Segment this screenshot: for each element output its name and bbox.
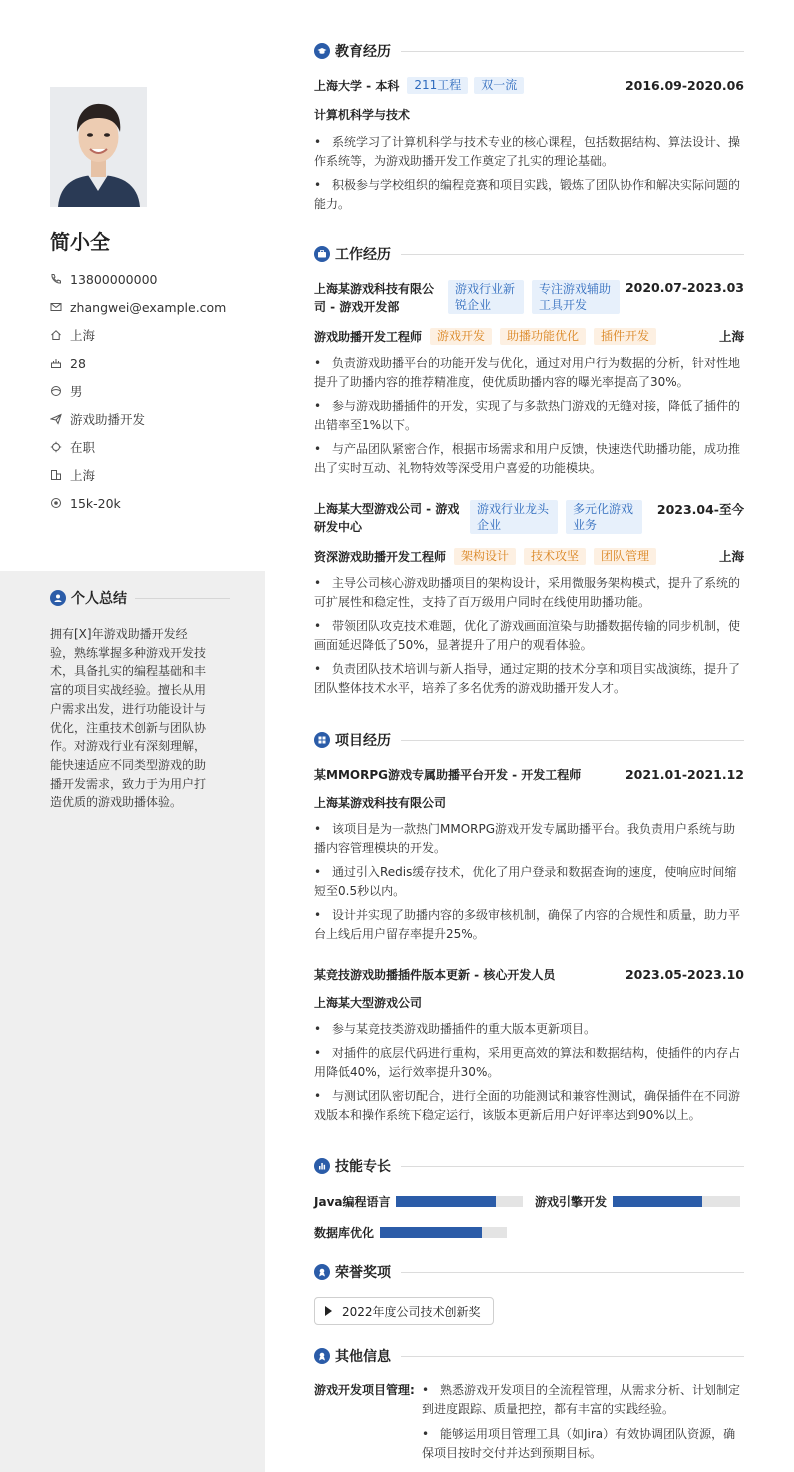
role-tag: 插件开发 <box>594 328 656 345</box>
role-tag: 架构设计 <box>454 548 516 565</box>
list-item: • 参与游戏助播插件的开发，实现了与多款热门游戏的无缝对接，降低了插件的出错率至1%以下。 <box>314 397 744 435</box>
education-tag: 双一流 <box>474 77 524 94</box>
skill-item <box>314 1224 507 1241</box>
work-heading <box>314 244 744 264</box>
job-tag: 游戏行业新锐企业 <box>448 280 524 314</box>
education-title: 教育经历 <box>335 44 391 60</box>
other-label: 游戏开发项目管理: <box>314 1383 415 1397</box>
user-icon <box>50 590 66 606</box>
contact-info-list <box>50 265 226 517</box>
mail-icon <box>50 301 62 313</box>
play-icon <box>325 1306 332 1316</box>
job-role-row <box>314 547 744 565</box>
role-tag: 游戏开发 <box>430 328 492 345</box>
education-tag: 211工程 <box>407 77 468 94</box>
summary-heading <box>50 588 230 608</box>
list-item: • 与产品团队紧密合作，根据市场需求和用户反馈，快速迭代助播功能，成功推出了实时互动、礼物特效等深受用户喜爱的功能模块。 <box>314 440 744 478</box>
home-icon <box>50 329 62 341</box>
graduation-cap-icon <box>314 43 330 59</box>
info-location <box>50 321 226 349</box>
skills-divider <box>401 1166 744 1167</box>
summary-title: 个人总结 <box>71 591 127 607</box>
skill-bar-fill <box>396 1196 495 1207</box>
info-salary <box>50 489 226 517</box>
project-row <box>314 766 744 783</box>
project-org: 上海某大型游戏公司 <box>314 996 423 1010</box>
info-location-text: 上海 <box>70 328 96 343</box>
info-status <box>50 433 226 461</box>
list-item: • 积极参与学校组织的编程竞赛和项目实践，锻炼了团队协作和解决实际问题的能力。 <box>314 176 744 214</box>
skill-item <box>535 1193 740 1210</box>
skill-name: 游戏引擎开发 <box>535 1195 608 1209</box>
skills-title: 技能专长 <box>335 1159 391 1175</box>
job-role: 游戏助播开发工程师 <box>314 329 423 344</box>
list-item: • 该项目是为一款热门MMORPG游戏开发专属助播平台。我负责用户系统与助播内容管理模块的开发。 <box>314 820 744 858</box>
info-status-text: 在职 <box>70 440 96 455</box>
job-bullets <box>314 574 744 703</box>
project-bullets <box>314 1020 744 1130</box>
job-location: 上海 <box>718 329 744 344</box>
list-item: • 负责团队技术培训与新人指导，通过定期的技术分享和项目实战演练，提升了团队整体技术水平，培养了多名优秀的游戏助播开发人才。 <box>314 660 744 698</box>
list-item: • 主导公司核心游戏助播项目的架构设计，采用微服务架构模式，提升了系统的可扩展性和稳定性，支持了百万级用户同时在线使用助播功能。 <box>314 574 744 612</box>
job-role: 资深游戏助播开发工程师 <box>314 549 447 564</box>
projects-title: 项目经历 <box>335 733 391 749</box>
award-label: 2022年度公司技术创新奖 <box>342 1304 481 1319</box>
project-name: 某MMORPG游戏专属助播平台开发 - 开发工程师 <box>314 768 582 782</box>
other-heading <box>314 1346 744 1366</box>
age-icon <box>50 357 62 369</box>
education-row <box>314 77 744 94</box>
list-item: • 负责游戏助播平台的功能开发与优化，通过对用户行为数据的分析，针对性地提升了助播内容的推荐精准度，使优质助播内容的曝光率提高了30%。 <box>314 354 744 392</box>
projects-heading <box>314 730 744 750</box>
info-age-text: 28 <box>70 355 86 371</box>
job-location: 上海 <box>718 549 744 564</box>
skills-heading <box>314 1156 744 1176</box>
profile-name: 简小全 <box>50 230 110 254</box>
job-date: 2023.04-至今 <box>656 502 744 517</box>
list-item: • 设计并实现了助播内容的多级审核机制，确保了内容的合规性和质量，助力平台上线后用户留存率提升25%。 <box>314 906 744 944</box>
skill-name: Java编程语言 <box>314 1195 391 1209</box>
info-icon <box>314 1348 330 1364</box>
info-gender <box>50 377 226 405</box>
job-org: 上海某游戏科技有限公司 - 游戏开发部 <box>314 282 435 314</box>
info-age <box>50 349 226 377</box>
job-row <box>314 280 744 316</box>
job-row <box>314 500 744 536</box>
skill-bar-fill <box>613 1196 702 1207</box>
bar-chart-icon <box>314 1158 330 1174</box>
skill-name: 数据库优化 <box>314 1226 375 1240</box>
skill-bar-fill <box>380 1227 482 1238</box>
other-title: 其他信息 <box>335 1349 391 1365</box>
job-role-row <box>314 327 744 345</box>
send-icon <box>50 413 62 425</box>
avatar <box>50 87 147 207</box>
skill-item <box>314 1193 523 1210</box>
salary-icon <box>50 497 62 509</box>
grid-icon <box>314 732 330 748</box>
job-tag: 多元化游戏业务 <box>566 500 642 534</box>
education-heading <box>314 41 744 61</box>
award-item[interactable] <box>314 1297 494 1325</box>
summary-text: 拥有[X]年游戏助播开发经验，熟练掌握多种游戏开发技术，具备扎实的编程基础和丰富的项目实战经验。擅长从用户需求出发，进行功能设计与优化，注重技术创新与团队协作。对游戏行业有深刻理解，能快速适应不同类型游戏的助播开发需求，致力于为用户打造优质的游戏助播体验。 <box>50 627 207 810</box>
job-org: 上海某大型游戏公司 - 游戏研发中心 <box>314 502 460 534</box>
other-bullets <box>422 1381 744 1469</box>
award-icon <box>314 1264 330 1280</box>
info-gender-text: 男 <box>70 384 83 399</box>
building-icon <box>50 469 62 481</box>
job-bullets <box>314 354 744 483</box>
briefcase-icon <box>314 246 330 262</box>
status-icon <box>50 441 62 453</box>
info-city <box>50 461 226 489</box>
list-item: • 与测试团队密切配合，进行全面的功能测试和兼容性测试，确保插件在不同游戏版本和操作系统下稳定运行，该版本更新后用户好评率达到90%以上。 <box>314 1087 744 1125</box>
project-org: 上海某游戏科技有限公司 <box>314 796 447 810</box>
skill-bar <box>380 1227 507 1238</box>
info-salary-text: 15k-20k <box>70 495 121 511</box>
list-item: • 系统学习了计算机科学与技术专业的核心课程，包括数据结构、算法设计、操作系统等，为游戏助播开发工作奠定了扎实的理论基础。 <box>314 133 744 171</box>
project-bullets <box>314 820 744 949</box>
list-item: • 带领团队攻克技术难题，优化了游戏画面渲染与助播数据传输的同步机制，使画面延迟降低了50%，显著提升了用户的观看体验。 <box>314 617 744 655</box>
role-tag: 助播功能优化 <box>500 328 586 345</box>
education-major: 计算机科学与技术 <box>314 108 411 122</box>
projects-divider <box>401 740 744 741</box>
job-tag: 专注游戏辅助工具开发 <box>532 280 620 314</box>
awards-divider <box>401 1272 744 1273</box>
info-phone <box>50 265 226 293</box>
info-city-text: 上海 <box>70 468 96 483</box>
gender-icon <box>50 385 62 397</box>
education-date: 2016.09-2020.06 <box>624 78 744 93</box>
list-item: • 通过引入Redis缓存技术，优化了用户登录和数据查询的速度，使响应时间缩短至0.5秒以内。 <box>314 863 744 901</box>
awards-heading <box>314 1262 744 1282</box>
role-tag: 团队管理 <box>594 548 656 565</box>
list-item: • 对插件的底层代码进行重构，采用更高效的算法和数据结构，使插件的内存占用降低40%，运行效率提升30%。 <box>314 1044 744 1082</box>
awards-title: 荣誉奖项 <box>335 1265 391 1281</box>
project-row <box>314 966 744 983</box>
list-item: • 能够运用项目管理工具（如Jira）有效协调团队资源，确保项目按时交付并达到预期目标。 <box>422 1425 744 1463</box>
role-tag: 技术攻坚 <box>524 548 586 565</box>
skill-bar <box>613 1196 740 1207</box>
other-divider <box>401 1356 744 1357</box>
job-date: 2020.07-2023.03 <box>624 280 744 295</box>
summary-divider <box>135 598 230 599</box>
project-date: 2021.01-2021.12 <box>624 767 744 782</box>
list-item: • 参与某竞技类游戏助播插件的重大版本更新项目。 <box>314 1020 744 1039</box>
school-name: 上海大学 - 本科 <box>314 79 400 93</box>
skill-bar <box>396 1196 523 1207</box>
avatar-portrait <box>50 87 147 207</box>
education-bullets <box>314 133 744 219</box>
phone-icon <box>50 273 62 285</box>
info-email <box>50 293 226 321</box>
info-position <box>50 405 226 433</box>
info-phone-text: 13800000000 <box>70 271 158 287</box>
project-name: 某竞技游戏助播插件版本更新 - 核心开发人员 <box>314 968 556 982</box>
work-title: 工作经历 <box>335 247 391 263</box>
info-position-text: 游戏助播开发 <box>70 412 146 427</box>
education-divider <box>401 51 744 52</box>
list-item: • 熟悉游戏开发项目的全流程管理，从需求分析、计划制定到进度跟踪、质量把控，都有丰富的实践经验。 <box>422 1381 744 1419</box>
info-email-text: zhangwei@example.com <box>70 299 227 315</box>
work-divider <box>401 254 744 255</box>
job-tag: 游戏行业龙头企业 <box>470 500 558 534</box>
project-date: 2023.05-2023.10 <box>624 967 744 982</box>
